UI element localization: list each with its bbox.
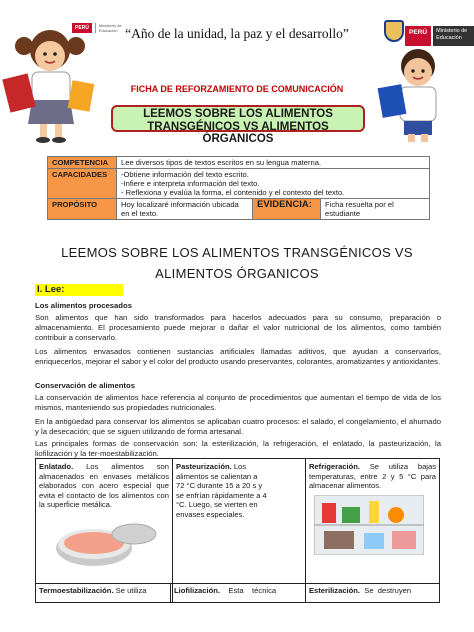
table-row (36, 459, 440, 603)
competencia-value: Lee diversos tipos de textos escritos en su lengua materna. (117, 157, 430, 169)
method-term: Liofilización. (173, 586, 220, 595)
minedu-logo-right (405, 26, 474, 46)
capacidades-value (117, 169, 430, 199)
section-label: I. Lee: (35, 284, 123, 296)
competencia-label: COMPETENCIA (48, 157, 117, 169)
table-row (48, 169, 430, 199)
proposito-label: PROPÓSITO (48, 199, 117, 220)
paragraph-4: En la antigüedad para conservar los alimentos se aplicaban cuatro procesos: el salado, el congelamiento, el ahumado y la desecación; que se siguen utilizando de forma artesanal. (35, 417, 441, 436)
banner-line-2: TRANSGÉNICOS VS ALIMENTOS ÓRGANICOS (147, 120, 329, 145)
main-title-line-2: ALIMENTOS ÓRGANICOS (155, 266, 319, 281)
title-banner (111, 105, 365, 145)
method-text: Los alimentos se calientan a 72 °C durante 15 a 20 s y se enfrían rápidamente a 4 °C. Luego, se vierten en envases especiales. (176, 462, 267, 519)
method-term: Esterilización. (308, 586, 361, 595)
method-term: Enlatado. (39, 462, 74, 471)
competency-table (47, 156, 430, 220)
method-text: Se utiliza bajas temperaturas, entre 2 y 5 °C para almacenar alimentos. (308, 462, 436, 490)
proposito-value: Hoy localizaré información ubicada en el texto. (117, 199, 253, 220)
conservation-methods-table (35, 458, 440, 603)
fridge-interior-image (314, 495, 424, 555)
method-cell-sterilization (305, 583, 440, 603)
method-term: Refrigeración. (308, 462, 361, 471)
method-cell-refrigeration (305, 459, 439, 603)
capacidad-item: -Infiere e interpreta información del texto. (121, 179, 260, 188)
canned-tuna-image (49, 512, 169, 572)
method-text: Esta técnica (219, 586, 277, 595)
table-row (48, 157, 430, 169)
heading-processed-foods: Los alimentos procesados (35, 301, 132, 310)
logo-country: PERÚ (405, 26, 431, 46)
main-title (0, 242, 474, 284)
coat-of-arms-icon (384, 20, 404, 42)
logo-ministry: Ministerio de Educación (433, 26, 474, 46)
method-cell-lyophilization (170, 583, 305, 603)
method-text: Se destruyen (360, 586, 412, 595)
method-cell-thermostabilization (35, 583, 170, 603)
method-term: Termoestabilización. (39, 586, 114, 595)
conservation-methods-footer (35, 583, 440, 603)
motto: “Año de la unidad, la paz y el desarrollo” (125, 26, 349, 41)
paragraph-2: Los alimentos envasados contienen sustancias artificiales llamadas aditivos, que ayudan a conservarlos, enriquecerlos, mejorar el sabor y el color del producto usando preservantes, colorantes, aromatizantes y antioxidantes. (35, 347, 441, 366)
paragraph-5: Las principales formas de conservación son: la esterilización, la refrigeración, el enlatado, la pasteurización, la liofilización y la ter-moestabilización. (35, 439, 441, 458)
capacidad-item: - Reflexiona y evalúa la forma, el contenido y el contexto del texto. (121, 188, 345, 197)
evidencia-label: EVIDENCIA: (253, 199, 321, 220)
main-title-line-1: LEEMOS SOBRE LOS ALIMENTOS TRANSGÉNICOS VS (61, 245, 413, 260)
method-cell-canning (36, 459, 173, 603)
method-text: Los alimentos son almacenados en envases metálicos elaborados con acero especial que evita el contacto de los alimentos con la superficie metálica. (39, 462, 169, 509)
paragraph-1: Son alimentos que han sido transformados para hacerlos adecuados para su consumo, preparación o almacenamiento. El procesamiento puede mejorar o dañar el valor nutricional de los alimentos, como también contribuir a conservarlo. (35, 313, 441, 342)
capacidad-item: -Obtiene información del texto escrito. (121, 170, 249, 179)
worksheet-title: FICHA DE REFORZAMIENTO DE COMUNICACIÓN (130, 84, 344, 94)
logo-country: PERÚ (72, 23, 92, 33)
banner-line-1: LEEMOS SOBRE LOS ALIMENTOS (143, 108, 333, 120)
table-row (48, 199, 430, 220)
paragraph-3: La conservación de alimentos hace referencia al conjunto de procedimientos que aumentan el tiempo de vida de los mismos, manteniendo sus propiedades nutricionales. (35, 393, 441, 412)
method-term: Pasteurización. (176, 462, 232, 471)
logo-ministry: Ministerio de Educación (95, 23, 123, 33)
evidencia-value: Ficha resuelta por el estudiante (321, 199, 430, 220)
girl-student-illustration (2, 20, 102, 144)
capacidades-label: CAPACIDADES (48, 169, 117, 199)
method-cell-pasteurization (173, 459, 306, 603)
method-text: Se utiliza (113, 586, 147, 595)
heading-conservation: Conservación de alimentos (35, 381, 135, 390)
boy-student-illustration (370, 44, 470, 144)
